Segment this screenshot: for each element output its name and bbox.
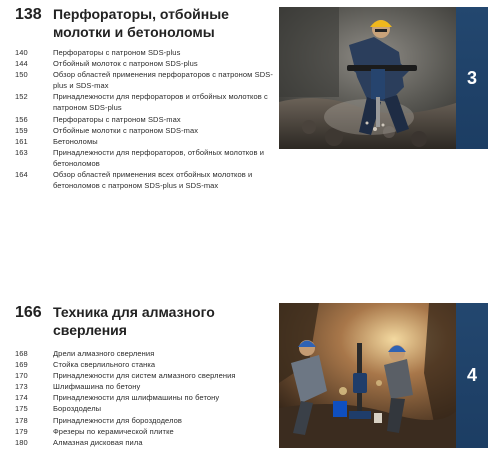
toc-item[interactable] [15,69,277,91]
chapter-heading [15,6,270,41]
toc-list [15,348,277,448]
toc-item-text: Обзор областей применения перфораторов с патроном SDS-plus и SDS-max [53,70,273,91]
toc-page-number: 168 [15,349,28,358]
toc-page-number: 179 [15,426,28,436]
toc-page-number: 178 [15,415,28,425]
toc-item[interactable] [15,136,277,147]
chapter-tab-number: 4 [466,365,477,385]
toc-item[interactable] [15,415,277,426]
toc-page-number: 144 [15,59,28,69]
chapter-page-number[interactable]: 138 [15,6,42,23]
chapter-tab-number: 3 [466,67,477,88]
toc-item[interactable] [15,125,277,136]
toc-item[interactable] [15,381,277,392]
chapter-heading [15,304,270,339]
section-chapter-4 [0,300,488,476]
toc-item[interactable] [15,47,277,58]
chapter-title[interactable]: Перфораторы, отбойные молотки и бетоноломы [53,6,229,40]
toc-item-text: Принадлежности для перфораторов, отбойных молотков и бетоноломов [53,147,265,168]
toc-page-number: 174 [15,393,28,403]
toc-page-number: 164 [15,170,28,180]
toc-list [15,47,277,191]
toc-page-number: 170 [15,371,28,381]
toc-item[interactable] [15,359,277,370]
toc-item-text: Принадлежности для бороздоделов [53,415,182,425]
toc-item-text: Дрели алмазного сверления [53,349,155,358]
toc-item-text: Бетоноломы [53,136,98,146]
chapter-title[interactable]: Техника для алмазного сверления [53,304,215,338]
toc-item[interactable] [15,91,277,113]
toc-item-text: Отбойный молоток с патроном SDS-plus [53,59,198,69]
toc-item[interactable] [15,403,277,414]
chapter-photo [279,7,488,149]
toc-page-number: 180 [15,437,28,447]
toc-item-text: Принадлежности для систем алмазного сверления [53,371,236,381]
toc-item-text: Обзор областей применения всех отбойных молотков и бетоноломов с патроном SDS-plus и SDS-max [53,170,253,191]
chapter-tab[interactable] [456,303,488,448]
toc-page-number: 156 [15,114,28,124]
toc-item-text: Фрезеры по керамической плитке [53,426,174,436]
toc-item[interactable] [15,437,277,448]
chapter-page-number[interactable]: 166 [15,304,42,321]
toc-page-number: 173 [15,382,28,392]
toc-page-number: 159 [15,125,28,135]
toc-item-text: Принадлежности для шлифмашины по бетону [53,393,220,403]
toc-page-number: 140 [15,48,28,57]
toc-item-text: Принадлежности для перфораторов и отбойных молотков с патроном SDS-plus [53,92,268,113]
toc-item-text: Отбойные молотки с патроном SDS-max [53,125,199,135]
toc-item-text: Стойка сверлильного станка [53,360,156,370]
toc-item-text: Бороздоделы [53,404,102,414]
toc-page-number: 169 [15,360,28,370]
toc-page-number: 161 [15,136,28,146]
section-chapter-3 [0,0,488,230]
toc-item-text: Перфораторы с патроном SDS-max [53,114,181,124]
toc-item[interactable] [15,114,277,125]
toc-item[interactable] [15,370,277,381]
toc-item[interactable] [15,147,277,169]
toc-item-text: Перфораторы с патроном SDS-plus [53,48,181,57]
toc-item[interactable] [15,392,277,403]
chapter-tab[interactable] [456,7,488,149]
chapter-photo [279,303,488,448]
toc-item[interactable] [15,58,277,69]
toc-item-text: Шлифмашина по бетону [53,382,141,392]
toc-page-number: 175 [15,404,28,414]
toc-item-text: Алмазная дисковая пила [53,437,143,447]
toc-item[interactable] [15,169,277,191]
toc-page-number: 163 [15,147,28,157]
toc-item[interactable] [15,348,277,359]
toc-page-number: 152 [15,92,28,102]
toc-item[interactable] [15,426,277,437]
toc-page-number: 150 [15,70,28,80]
